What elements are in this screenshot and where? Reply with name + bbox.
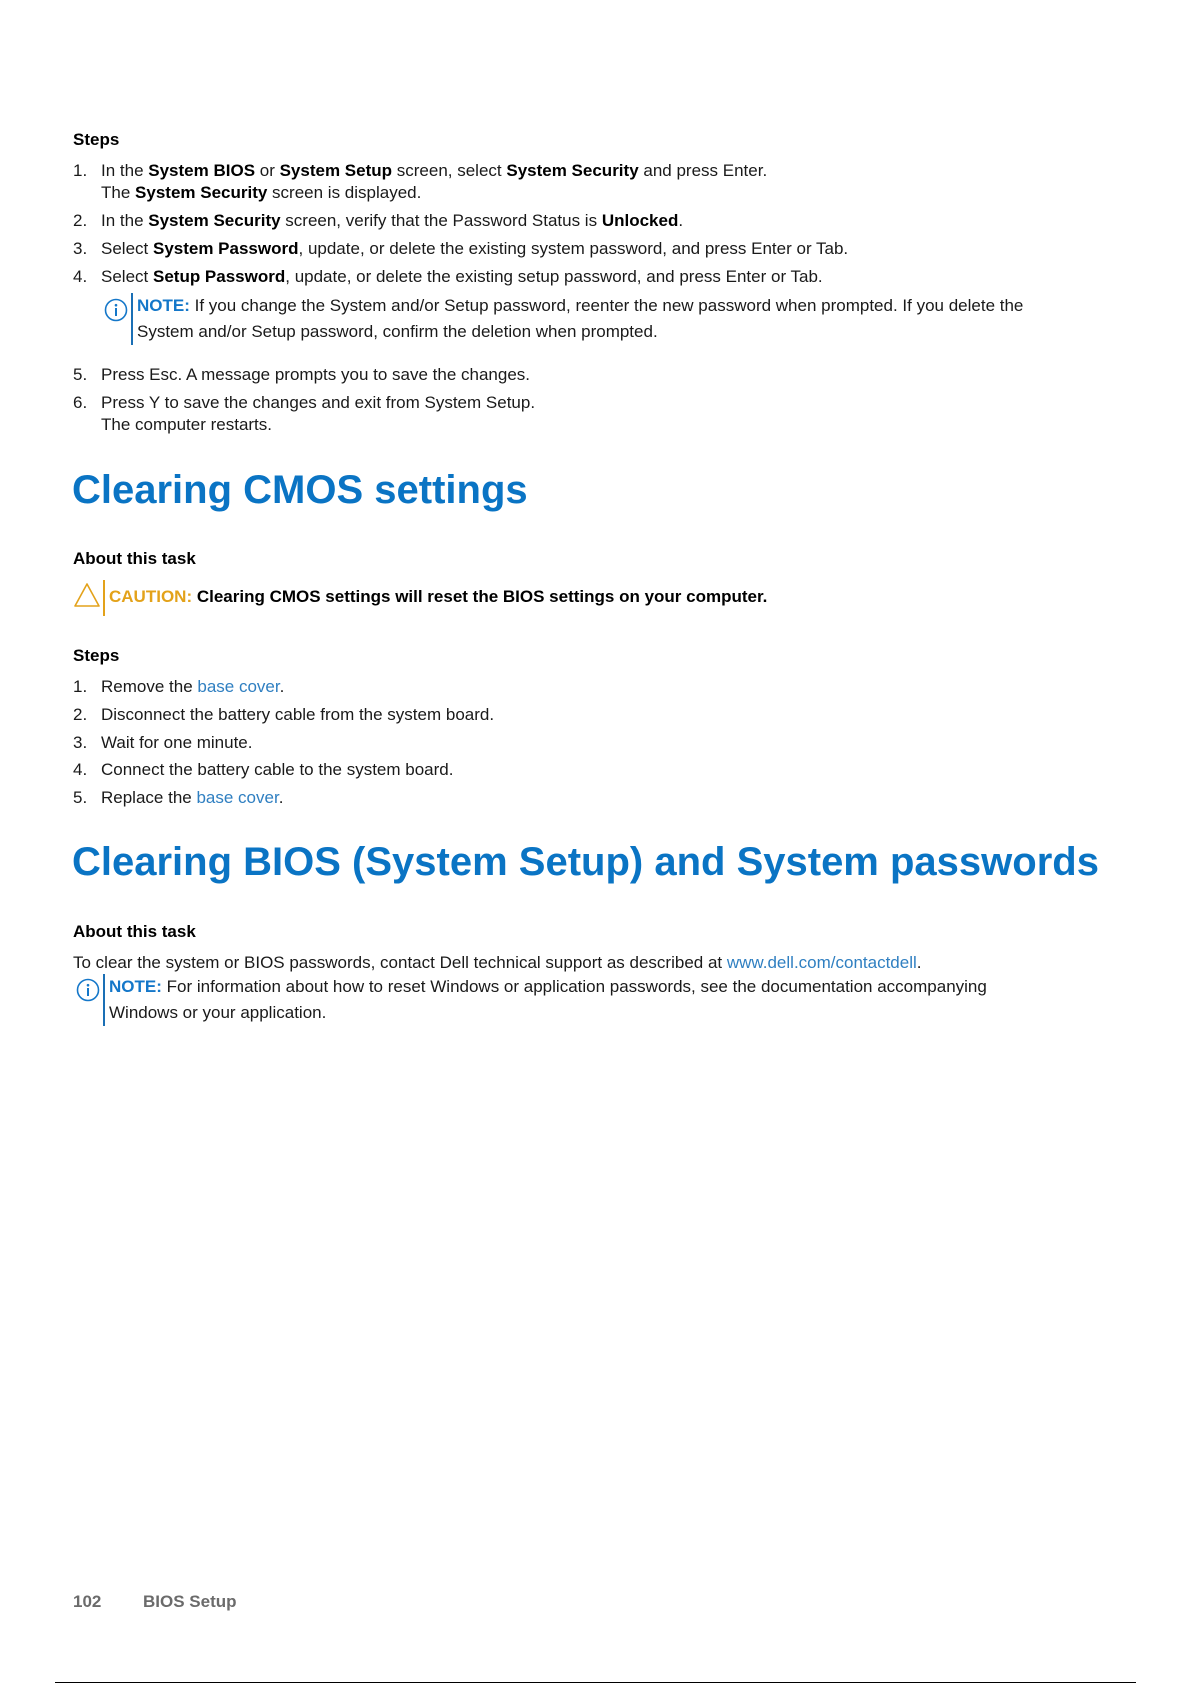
steps-heading: Steps [73, 130, 120, 149]
list-item: 1. In the System BIOS or System Setup screen, select System Security and press Enter. [73, 161, 768, 180]
list-item: 3. Select System Password, update, or delete the existing system password, and press Enter or Tab. [73, 239, 849, 258]
caution-bar [103, 580, 105, 616]
page-number: 102 [73, 1592, 102, 1611]
base-cover-link[interactable]: base cover [196, 788, 279, 807]
bios-paragraph: To clear the system or BIOS passwords, contact Dell technical support as described at www.dell.com/contactdell. [73, 953, 922, 972]
warning-icon [73, 582, 101, 608]
section-title-bios: Clearing BIOS (System Setup) and System passwords [72, 840, 1099, 884]
list-item: 3. Wait for one minute. [73, 733, 253, 752]
about-task-heading: About this task [73, 922, 196, 941]
note-bar [103, 974, 105, 1026]
steps-heading: Steps [73, 646, 120, 665]
list-item: 2. Disconnect the battery cable from the system board. [73, 705, 495, 724]
note-text: NOTE: If you change the System and/or Setup password, reenter the new password when prompted. If you delete the [137, 296, 1024, 315]
list-item: 6. Press Y to save the changes and exit from System Setup. [73, 393, 536, 412]
list-item: 2. In the System Security screen, verify that the Password Status is Unlocked. [73, 211, 684, 230]
about-task-heading: About this task [73, 549, 196, 568]
note-text-continuation: Windows or your application. [109, 1003, 327, 1022]
list-item: 1. Remove the base cover. [73, 677, 285, 696]
footer-section-title: BIOS Setup [143, 1592, 237, 1611]
contact-dell-link[interactable]: www.dell.com/contactdell [726, 953, 917, 972]
list-item: 4. Select Setup Password, update, or delete the existing setup password, and press Enter or Tab. [73, 267, 823, 286]
info-icon [104, 298, 128, 322]
list-item: 5. Replace the base cover. [73, 788, 284, 807]
info-icon [76, 978, 100, 1002]
bottom-rule [55, 1682, 1136, 1683]
list-item-continuation: The System Security screen is displayed. [101, 183, 422, 202]
note-text: NOTE: For information about how to reset Windows or application passwords, see the documentation accompanying [109, 977, 987, 996]
section-title-cmos: Clearing CMOS settings [72, 468, 528, 512]
list-item: 5. Press Esc. A message prompts you to save the changes. [73, 365, 531, 384]
base-cover-link[interactable]: base cover [197, 677, 280, 696]
list-item: 4. Connect the battery cable to the system board. [73, 760, 454, 779]
note-text-continuation: System and/or Setup password, confirm the deletion when prompted. [137, 322, 658, 341]
list-item-continuation: The computer restarts. [101, 415, 273, 434]
note-bar [131, 293, 133, 345]
caution-text: CAUTION: Clearing CMOS settings will reset the BIOS settings on your computer. [109, 587, 768, 606]
